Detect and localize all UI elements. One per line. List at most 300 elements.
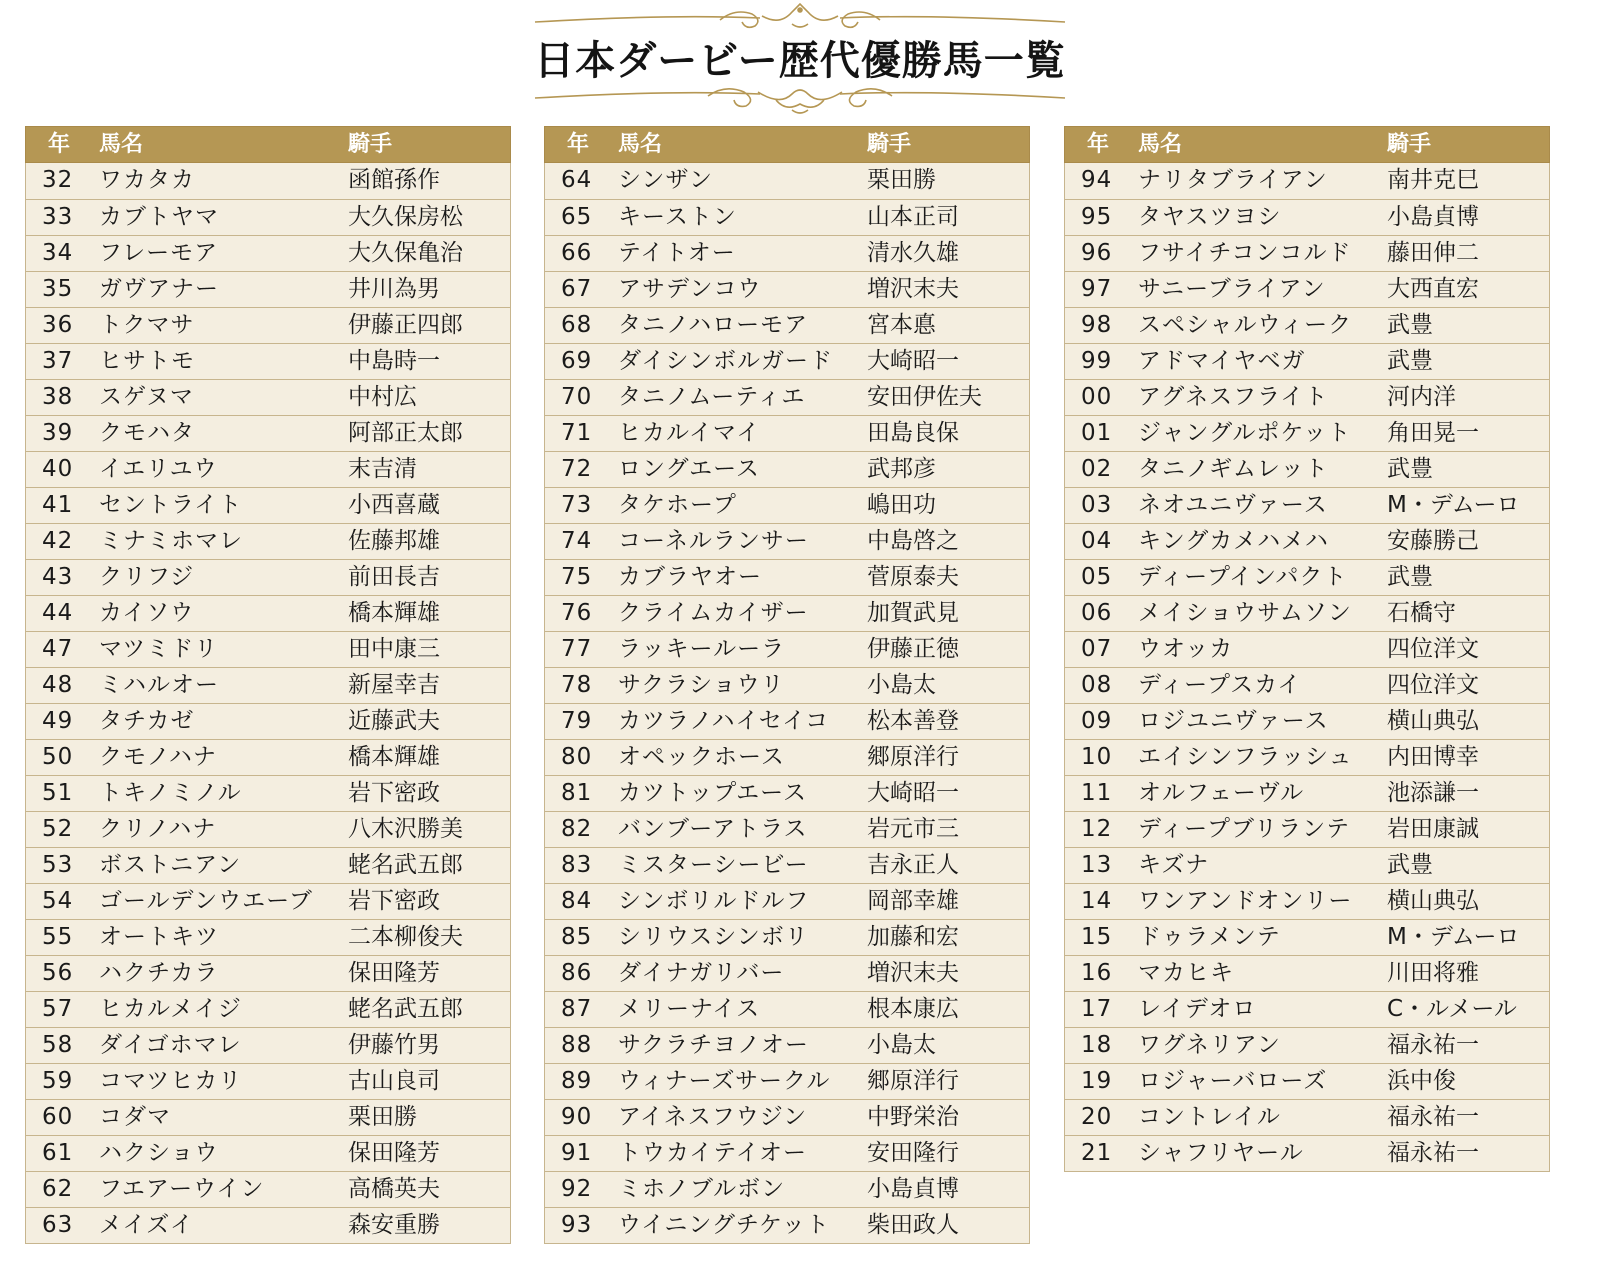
row-horse-name: ダイゴホマレ bbox=[99, 1032, 242, 1058]
row-horse-name: キングカメハメハ bbox=[1138, 528, 1329, 554]
row-year: 71 bbox=[561, 420, 593, 446]
row-horse-name: サクラチヨノオー bbox=[618, 1032, 809, 1058]
row-jockey: 古山良司 bbox=[348, 1068, 440, 1094]
row-year: 92 bbox=[561, 1176, 593, 1202]
table-row bbox=[545, 739, 1029, 775]
row-horse-name: フレーモア bbox=[99, 240, 219, 266]
row-horse-name: セントライト bbox=[99, 492, 243, 518]
row-jockey: 中野栄治 bbox=[867, 1104, 959, 1130]
row-year: 62 bbox=[42, 1176, 74, 1202]
table-row bbox=[26, 487, 510, 523]
row-year: 38 bbox=[42, 384, 74, 410]
row-year: 55 bbox=[42, 924, 74, 950]
row-year: 76 bbox=[561, 600, 593, 626]
row-year: 21 bbox=[1081, 1140, 1113, 1166]
row-year: 17 bbox=[1081, 996, 1113, 1022]
table-row bbox=[26, 631, 510, 667]
row-jockey: C・ルメール bbox=[1387, 996, 1517, 1022]
row-jockey: 藤田伸二 bbox=[1387, 240, 1479, 266]
table-row bbox=[1065, 739, 1549, 775]
row-horse-name: アイネスフウジン bbox=[618, 1104, 808, 1130]
header-year: 年 bbox=[48, 132, 71, 157]
table-row bbox=[26, 1207, 510, 1243]
row-year: 32 bbox=[42, 167, 74, 193]
row-jockey: 横山典弘 bbox=[1387, 888, 1479, 914]
table-row bbox=[26, 199, 510, 235]
row-horse-name: ワカタカ bbox=[99, 167, 195, 193]
row-horse-name: ヒサトモ bbox=[99, 348, 195, 374]
row-horse-name: トウカイテイオー bbox=[618, 1140, 808, 1166]
winners-table-3 bbox=[1064, 126, 1550, 1172]
row-jockey: 高橋英夫 bbox=[348, 1176, 440, 1202]
table-row bbox=[545, 991, 1029, 1027]
row-year: 06 bbox=[1081, 600, 1113, 626]
table-row bbox=[545, 847, 1029, 883]
row-year: 69 bbox=[561, 348, 593, 374]
row-year: 64 bbox=[561, 167, 593, 193]
row-horse-name: ジャングルポケット bbox=[1138, 420, 1352, 446]
row-year: 59 bbox=[42, 1068, 74, 1094]
row-year: 83 bbox=[561, 852, 593, 878]
row-jockey: 田島良保 bbox=[867, 420, 959, 446]
row-jockey: 橋本輝雄 bbox=[348, 744, 440, 770]
row-jockey: 近藤武夫 bbox=[348, 708, 440, 734]
table-row bbox=[26, 307, 510, 343]
row-horse-name: イエリユウ bbox=[99, 456, 218, 482]
row-jockey: 新屋幸吉 bbox=[348, 672, 440, 698]
row-year: 73 bbox=[561, 492, 593, 518]
table-row bbox=[545, 1027, 1029, 1063]
row-year: 15 bbox=[1081, 924, 1113, 950]
table-row bbox=[1065, 1135, 1549, 1171]
row-year: 81 bbox=[561, 780, 593, 806]
row-horse-name: サクラショウリ bbox=[618, 672, 785, 698]
row-year: 89 bbox=[561, 1068, 593, 1094]
row-year: 75 bbox=[561, 564, 593, 590]
table-row bbox=[26, 919, 510, 955]
row-year: 12 bbox=[1081, 816, 1113, 842]
title-area bbox=[530, 0, 1070, 118]
row-jockey: 福永祐一 bbox=[1387, 1104, 1479, 1130]
table-row bbox=[26, 1027, 510, 1063]
table-row bbox=[1065, 775, 1549, 811]
table-row bbox=[1065, 235, 1549, 271]
row-jockey: 大崎昭一 bbox=[867, 780, 959, 806]
table-row bbox=[1065, 451, 1549, 487]
row-jockey: 伊藤竹男 bbox=[348, 1032, 440, 1058]
row-jockey: 武豊 bbox=[1387, 348, 1433, 374]
table-row bbox=[26, 1135, 510, 1171]
row-jockey: 岩元市三 bbox=[867, 816, 959, 842]
table-row bbox=[545, 451, 1029, 487]
row-horse-name: ミハルオー bbox=[99, 672, 219, 698]
row-horse-name: メイショウサムソン bbox=[1138, 600, 1352, 626]
table-row bbox=[26, 379, 510, 415]
row-horse-name: クリノハナ bbox=[99, 816, 217, 842]
row-jockey: 郷原洋行 bbox=[867, 1068, 959, 1094]
table-row bbox=[545, 811, 1029, 847]
header-year: 年 bbox=[1087, 132, 1110, 157]
row-horse-name: レイデオロ bbox=[1138, 996, 1257, 1022]
row-year: 20 bbox=[1081, 1104, 1113, 1130]
row-year: 44 bbox=[42, 600, 74, 626]
row-jockey: 武豊 bbox=[1387, 456, 1433, 482]
row-jockey: 池添謙一 bbox=[1387, 780, 1479, 806]
row-year: 42 bbox=[42, 528, 74, 554]
row-year: 33 bbox=[42, 204, 74, 230]
table-row bbox=[26, 451, 510, 487]
table-row bbox=[26, 703, 510, 739]
row-horse-name: ウイニングチケット bbox=[618, 1212, 830, 1238]
row-jockey: 田中康三 bbox=[348, 636, 440, 662]
row-jockey: 岩下密政 bbox=[348, 780, 440, 806]
row-horse-name: オペックホース bbox=[618, 744, 785, 770]
table-header bbox=[544, 126, 1030, 163]
row-jockey: 伊藤正徳 bbox=[867, 636, 959, 662]
row-jockey: 森安重勝 bbox=[348, 1212, 440, 1238]
table-row bbox=[1065, 883, 1549, 919]
table-row bbox=[545, 1171, 1029, 1207]
row-year: 53 bbox=[42, 852, 74, 878]
row-year: 61 bbox=[42, 1140, 74, 1166]
row-horse-name: ロジユニヴァース bbox=[1138, 708, 1329, 734]
row-horse-name: ボストニアン bbox=[99, 852, 242, 878]
table-row bbox=[1065, 703, 1549, 739]
row-horse-name: アグネスフライト bbox=[1138, 384, 1329, 410]
row-jockey: 安田隆行 bbox=[867, 1140, 959, 1166]
header-horse: 馬名 bbox=[99, 132, 144, 157]
row-horse-name: テイトオー bbox=[618, 240, 736, 266]
row-horse-name: バンブーアトラス bbox=[618, 816, 808, 842]
row-horse-name: シリウスシンボリ bbox=[618, 924, 809, 950]
row-year: 54 bbox=[42, 888, 74, 914]
row-horse-name: ロジャーバローズ bbox=[1138, 1068, 1328, 1094]
table-row bbox=[545, 595, 1029, 631]
row-horse-name: ロングエース bbox=[618, 456, 760, 482]
row-jockey: 阿部正太郎 bbox=[348, 420, 463, 446]
row-horse-name: スペシャルウィーク bbox=[1138, 312, 1353, 338]
row-horse-name: アドマイヤベガ bbox=[1138, 348, 1306, 374]
table-row bbox=[545, 1063, 1029, 1099]
row-jockey: 前田長吉 bbox=[348, 564, 440, 590]
table-row bbox=[545, 703, 1029, 739]
row-jockey: 小島貞博 bbox=[867, 1176, 959, 1202]
row-horse-name: ミスターシービー bbox=[618, 852, 809, 878]
row-year: 13 bbox=[1081, 852, 1113, 878]
row-horse-name: トクマサ bbox=[99, 312, 195, 338]
table-row bbox=[26, 415, 510, 451]
row-jockey: 二本柳俊夫 bbox=[348, 924, 463, 950]
row-year: 43 bbox=[42, 564, 74, 590]
row-year: 77 bbox=[561, 636, 593, 662]
table-row bbox=[26, 739, 510, 775]
row-horse-name: マカヒキ bbox=[1138, 960, 1234, 986]
row-year: 36 bbox=[42, 312, 74, 338]
row-jockey: M・デムーロ bbox=[1387, 924, 1520, 950]
row-jockey: 栗田勝 bbox=[867, 167, 936, 193]
row-horse-name: シンボリルドルフ bbox=[618, 888, 810, 914]
row-year: 19 bbox=[1081, 1068, 1113, 1094]
table-row bbox=[1065, 1099, 1549, 1135]
row-jockey: 八木沢勝美 bbox=[348, 816, 463, 842]
row-jockey: 井川為男 bbox=[348, 276, 440, 302]
winners-table-2 bbox=[544, 126, 1030, 1244]
table-row bbox=[545, 883, 1029, 919]
row-jockey: 小島貞博 bbox=[1387, 204, 1479, 230]
row-jockey: 武豊 bbox=[1387, 312, 1433, 338]
row-jockey: 角田晃一 bbox=[1387, 420, 1479, 446]
row-jockey: 南井克巳 bbox=[1387, 167, 1479, 193]
table-row bbox=[1065, 523, 1549, 559]
table-row bbox=[1065, 631, 1549, 667]
table-row bbox=[1065, 811, 1549, 847]
row-year: 90 bbox=[561, 1104, 593, 1130]
header-jockey: 騎手 bbox=[867, 132, 912, 157]
row-year: 11 bbox=[1081, 780, 1113, 806]
row-year: 14 bbox=[1081, 888, 1113, 914]
row-jockey: 河内洋 bbox=[1387, 384, 1456, 410]
table-row bbox=[1065, 955, 1549, 991]
row-horse-name: トキノミノル bbox=[99, 780, 242, 806]
row-jockey: 川田将雅 bbox=[1387, 960, 1479, 986]
row-horse-name: カツトップエース bbox=[618, 780, 808, 806]
row-year: 94 bbox=[1081, 167, 1113, 193]
row-year: 58 bbox=[42, 1032, 74, 1058]
row-jockey: 菅原泰夫 bbox=[867, 564, 959, 590]
table-row bbox=[26, 235, 510, 271]
row-jockey: 小島太 bbox=[867, 1032, 936, 1058]
table-row bbox=[26, 1171, 510, 1207]
row-year: 00 bbox=[1081, 384, 1113, 410]
table-body bbox=[1064, 163, 1550, 1172]
table-row bbox=[1065, 1063, 1549, 1099]
row-jockey: M・デムーロ bbox=[1387, 492, 1520, 518]
row-horse-name: タチカゼ bbox=[99, 708, 195, 734]
row-horse-name: キーストン bbox=[618, 204, 737, 230]
row-horse-name: ディープインパクト bbox=[1138, 564, 1348, 590]
row-year: 78 bbox=[561, 672, 593, 698]
row-jockey: 末吉清 bbox=[348, 456, 417, 482]
row-horse-name: カイソウ bbox=[99, 600, 195, 626]
row-jockey: 増沢末夫 bbox=[867, 276, 959, 302]
row-jockey: 内田博幸 bbox=[1387, 744, 1479, 770]
table-row bbox=[545, 667, 1029, 703]
table-body bbox=[544, 163, 1030, 1244]
table-row bbox=[26, 595, 510, 631]
table-row bbox=[1065, 847, 1549, 883]
table-row bbox=[545, 523, 1029, 559]
row-horse-name: フサイチコンコルド bbox=[1138, 240, 1352, 266]
row-year: 57 bbox=[42, 996, 74, 1022]
row-year: 66 bbox=[561, 240, 593, 266]
row-year: 84 bbox=[561, 888, 593, 914]
row-horse-name: ディープブリランテ bbox=[1138, 816, 1351, 842]
table-row bbox=[26, 955, 510, 991]
row-jockey: 浜中俊 bbox=[1387, 1068, 1456, 1094]
row-horse-name: クライムカイザー bbox=[618, 600, 809, 626]
row-jockey: 柴田政人 bbox=[867, 1212, 959, 1238]
table-row bbox=[26, 775, 510, 811]
row-horse-name: ドゥラメンテ bbox=[1138, 924, 1281, 950]
table-row bbox=[545, 919, 1029, 955]
row-horse-name: ワグネリアン bbox=[1138, 1032, 1281, 1058]
row-year: 96 bbox=[1081, 240, 1113, 266]
row-year: 91 bbox=[561, 1140, 593, 1166]
row-year: 41 bbox=[42, 492, 74, 518]
table-row bbox=[545, 271, 1029, 307]
table-row bbox=[26, 1063, 510, 1099]
table-row bbox=[26, 163, 510, 199]
row-jockey: 武豊 bbox=[1387, 852, 1433, 878]
table-row bbox=[1065, 559, 1549, 595]
row-jockey: 松本善登 bbox=[867, 708, 959, 734]
table-row bbox=[1065, 991, 1549, 1027]
row-horse-name: サニーブライアン bbox=[1138, 276, 1326, 302]
row-jockey: 福永祐一 bbox=[1387, 1140, 1479, 1166]
row-year: 65 bbox=[561, 204, 593, 230]
row-horse-name: オルフェーヴル bbox=[1138, 780, 1305, 806]
row-jockey: 四位洋文 bbox=[1387, 672, 1479, 698]
row-horse-name: コマツヒカリ bbox=[99, 1068, 243, 1094]
row-horse-name: ディープスカイ bbox=[1138, 672, 1302, 698]
row-jockey: 郷原洋行 bbox=[867, 744, 959, 770]
table-row bbox=[1065, 379, 1549, 415]
row-jockey: 小島太 bbox=[867, 672, 936, 698]
row-horse-name: ガヴアナー bbox=[99, 276, 219, 302]
row-horse-name: ラッキールーラ bbox=[618, 636, 786, 662]
table-header bbox=[25, 126, 511, 163]
row-horse-name: ヒカルイマイ bbox=[618, 420, 761, 446]
row-horse-name: ウオッカ bbox=[1138, 636, 1234, 662]
row-jockey: 四位洋文 bbox=[1387, 636, 1479, 662]
row-year: 48 bbox=[42, 672, 74, 698]
row-jockey: 宮本悳 bbox=[867, 312, 936, 338]
row-jockey: 大久保亀治 bbox=[348, 240, 463, 266]
row-year: 51 bbox=[42, 780, 74, 806]
table-row bbox=[545, 631, 1029, 667]
row-year: 79 bbox=[561, 708, 593, 734]
row-horse-name: キズナ bbox=[1138, 852, 1210, 878]
row-jockey: 橋本輝雄 bbox=[348, 600, 440, 626]
row-horse-name: タニノムーティエ bbox=[618, 384, 806, 410]
row-year: 85 bbox=[561, 924, 593, 950]
row-year: 39 bbox=[42, 420, 74, 446]
row-jockey: 岡部幸雄 bbox=[867, 888, 959, 914]
row-jockey: 増沢末夫 bbox=[867, 960, 959, 986]
row-jockey: 函館孫作 bbox=[348, 167, 440, 193]
row-horse-name: ハクチカラ bbox=[99, 960, 219, 986]
row-year: 07 bbox=[1081, 636, 1113, 662]
row-horse-name: ウィナーズサークル bbox=[618, 1068, 831, 1094]
table-row bbox=[26, 847, 510, 883]
row-jockey: 安田伊佐夫 bbox=[867, 384, 982, 410]
row-horse-name: カブトヤマ bbox=[99, 204, 219, 230]
row-horse-name: クリフジ bbox=[99, 564, 195, 590]
row-jockey: 中村広 bbox=[348, 384, 417, 410]
table-row bbox=[545, 199, 1029, 235]
table-body bbox=[25, 163, 511, 1244]
row-year: 74 bbox=[561, 528, 593, 554]
row-year: 80 bbox=[561, 744, 593, 770]
row-horse-name: カブラヤオー bbox=[618, 564, 762, 590]
table-row bbox=[1065, 667, 1549, 703]
row-horse-name: クモハタ bbox=[99, 420, 195, 446]
table-row bbox=[1065, 271, 1549, 307]
row-year: 49 bbox=[42, 708, 74, 734]
row-horse-name: コダマ bbox=[99, 1104, 171, 1130]
table-row bbox=[26, 523, 510, 559]
row-year: 97 bbox=[1081, 276, 1113, 302]
row-horse-name: エイシンフラッシュ bbox=[1138, 744, 1353, 770]
row-horse-name: ワンアンドオンリー bbox=[1138, 888, 1353, 914]
row-horse-name: ミホノブルボン bbox=[618, 1176, 786, 1202]
row-year: 60 bbox=[42, 1104, 74, 1130]
row-jockey: 伊藤正四郎 bbox=[348, 312, 463, 338]
table-row bbox=[545, 163, 1029, 199]
row-year: 03 bbox=[1081, 492, 1113, 518]
row-year: 82 bbox=[561, 816, 593, 842]
row-horse-name: ネオユニヴァース bbox=[1138, 492, 1328, 518]
row-year: 93 bbox=[561, 1212, 593, 1238]
row-jockey: 大西直宏 bbox=[1387, 276, 1479, 302]
table-header bbox=[1064, 126, 1550, 163]
row-jockey: 大崎昭一 bbox=[867, 348, 959, 374]
row-year: 99 bbox=[1081, 348, 1113, 374]
row-jockey: 福永祐一 bbox=[1387, 1032, 1479, 1058]
row-year: 72 bbox=[561, 456, 593, 482]
row-jockey: 栗田勝 bbox=[348, 1104, 417, 1130]
table-row bbox=[545, 487, 1029, 523]
row-year: 70 bbox=[561, 384, 593, 410]
table-row bbox=[1065, 1027, 1549, 1063]
row-jockey: 根本康広 bbox=[867, 996, 959, 1022]
row-horse-name: コントレイル bbox=[1138, 1104, 1281, 1130]
row-horse-name: タヤスツヨシ bbox=[1138, 204, 1282, 230]
row-year: 95 bbox=[1081, 204, 1113, 230]
table-row bbox=[1065, 307, 1549, 343]
row-jockey: 清水久雄 bbox=[867, 240, 959, 266]
row-year: 18 bbox=[1081, 1032, 1113, 1058]
table-row bbox=[545, 559, 1029, 595]
row-year: 05 bbox=[1081, 564, 1113, 590]
row-horse-name: ミナミホマレ bbox=[99, 528, 243, 554]
row-year: 16 bbox=[1081, 960, 1113, 986]
row-year: 98 bbox=[1081, 312, 1113, 338]
row-year: 88 bbox=[561, 1032, 593, 1058]
row-horse-name: スゲヌマ bbox=[99, 384, 194, 410]
row-year: 68 bbox=[561, 312, 593, 338]
table-row bbox=[1065, 595, 1549, 631]
row-year: 10 bbox=[1081, 744, 1113, 770]
row-jockey: 武豊 bbox=[1387, 564, 1433, 590]
row-jockey: 保田隆芳 bbox=[348, 960, 440, 986]
row-jockey: 蛯名武五郎 bbox=[348, 852, 463, 878]
table-row bbox=[1065, 163, 1549, 199]
row-horse-name: シャフリヤール bbox=[1138, 1140, 1304, 1166]
row-year: 50 bbox=[42, 744, 74, 770]
row-year: 02 bbox=[1081, 456, 1113, 482]
header-jockey: 騎手 bbox=[348, 132, 393, 157]
row-year: 34 bbox=[42, 240, 74, 266]
table-row bbox=[26, 1099, 510, 1135]
row-jockey: 小西喜蔵 bbox=[348, 492, 440, 518]
row-year: 09 bbox=[1081, 708, 1113, 734]
table-row bbox=[545, 775, 1029, 811]
row-year: 01 bbox=[1081, 420, 1113, 446]
row-jockey: 嶋田功 bbox=[867, 492, 936, 518]
row-horse-name: ヒカルメイジ bbox=[99, 996, 242, 1022]
row-jockey: 佐藤邦雄 bbox=[348, 528, 440, 554]
